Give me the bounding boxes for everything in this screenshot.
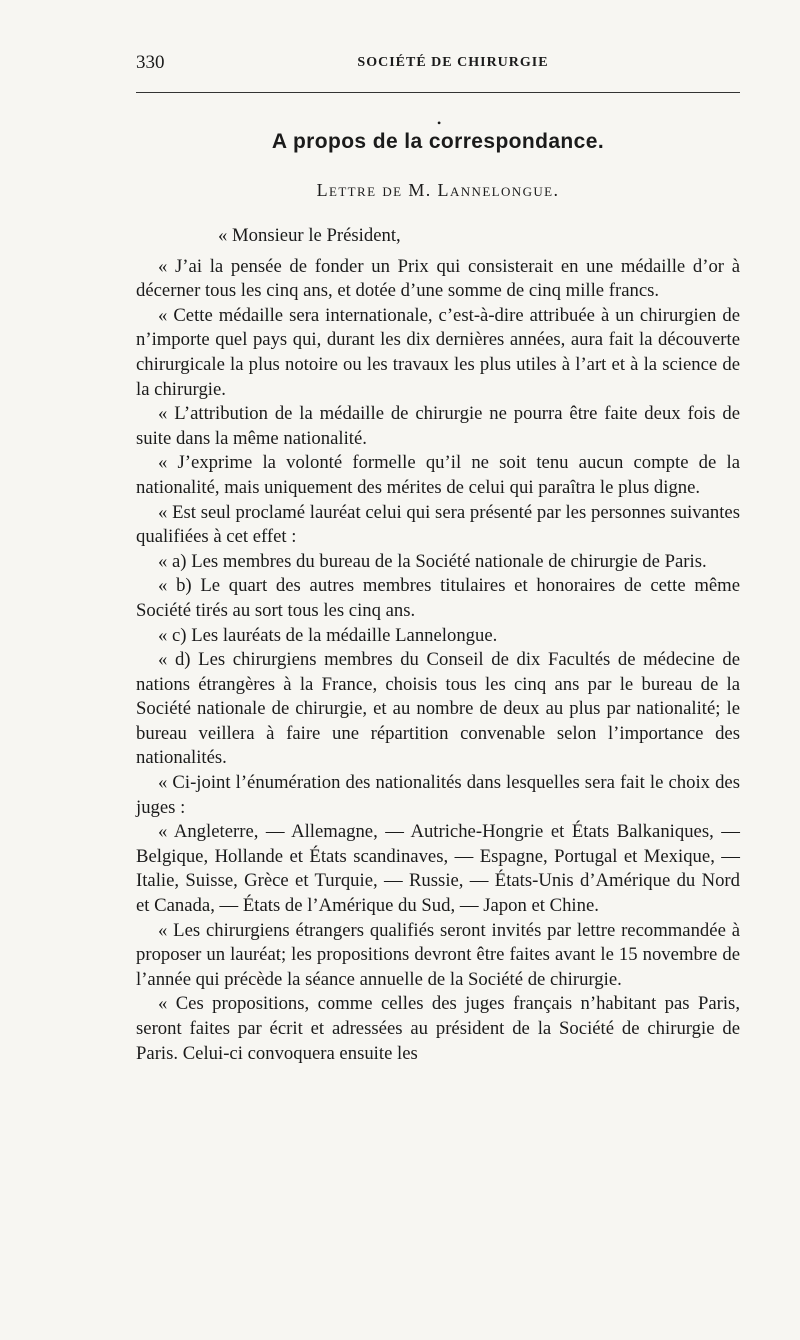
paragraph: « L’attribution de la médaille de chirurgie ne pourra être faite deux fois de suite dans la même nationalité. xyxy=(136,403,740,449)
paragraph: « Ci-joint l’énumération des nationalités dans lesquelles sera fait le choix des juges : xyxy=(136,772,740,818)
paragraph: « Les chirurgiens étrangers qualifiés seront invités par lettre recommandée à proposer un lauréat; les propositions devront être faites avant le 15 novembre de l’année qui précède la séance annuelle de la Société de chirurgie. xyxy=(136,919,740,990)
page-number: 330 xyxy=(136,52,165,73)
paragraph: « J’exprime la volonté formelle qu’il ne soit tenu aucun compte de la nationalité, mais uniquement des mérites de celui qui paraîtra le plus digne. xyxy=(136,452,740,498)
list-item-a: « a) Les membres du bureau de la Société nationale de chirurgie de Paris. xyxy=(158,550,707,572)
list-item-d: « d) Les chirurgiens membres du Conseil de dix Facultés de médecine de nations étrangères à la France, choisis tous les cinq ans par le bureau de la Société nationale de chirurgie, et au nombre de deux au plus par nationalité; le bureau veillera à faire une répartition convenable selon l’importance des nationalités. xyxy=(136,649,740,769)
nationalities-list: « Angleterre, — Allemagne, — Autriche-Hongrie et États Balkaniques, — Belgique, Hollande et États scandinaves, — Espagne, Portugal et Mexique, — Italie, Suisse, Grèce et Turquie, — Russie, — États-Unis d’Amérique du Nord et Canada, — États de l’Amérique du Sud, — Japon et Chine. xyxy=(136,821,740,917)
paragraph: « Est seul proclamé lauréat celui qui sera présenté par les personnes suivantes qualifiées à cet effet : xyxy=(136,501,740,548)
section-title: A propos de la correspondance. xyxy=(271,130,605,153)
salutation: « Monsieur le Président, xyxy=(218,225,401,246)
paragraph: « Cette médaille sera internationale, c’est-à-dire attribuée à un chirurgien de n’importe quel pays qui, durant les dix dernières années, aura fait la découverte chirurgicale la plus notoire ou les travaux les plus utiles à l’art et à la science de la chirurgie. xyxy=(136,304,740,400)
list-item-b: « b) Le quart des autres membres titulaires et honoraires de cette même Société tirés au sort tous les cinq ans. xyxy=(136,575,740,621)
running-head xyxy=(136,52,740,76)
paragraph: « J’ai la pensée de fonder un Prix qui consisterait en une médaille d’or à décerner tous les cinq ans, et dotée d’une somme de cinq mille francs. xyxy=(136,255,740,302)
letter-body xyxy=(136,224,740,1066)
running-title: SOCIÉTÉ DE CHIRURGIE xyxy=(357,55,549,70)
list-item-c: « c) Les lauréats de la médaille Lannelongue. xyxy=(158,624,498,646)
header-rule xyxy=(136,92,740,93)
ornament-dot: • xyxy=(437,116,442,130)
paragraph: « Ces propositions, comme celles des juges français n’habitant pas Paris, seront faites par écrit et adressées au président de la Société de chirurgie de Paris. Celui-ci convoquera ensuite les xyxy=(136,993,740,1064)
letter-heading: Lettre de M. Lannelongue. xyxy=(316,180,560,200)
